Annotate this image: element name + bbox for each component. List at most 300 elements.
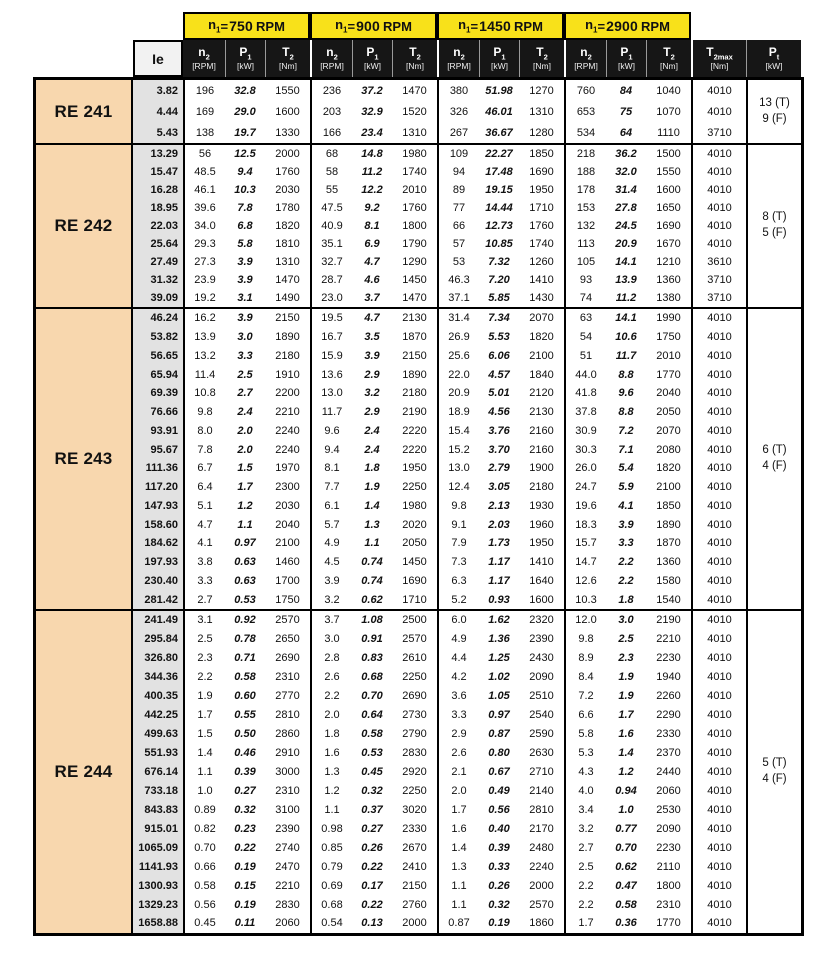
cell-t2: 2570 <box>402 633 427 646</box>
cell-t2: 2410 <box>402 860 427 873</box>
model-name: RE 242 <box>36 145 133 307</box>
cell-p1: 27.8 <box>615 202 637 214</box>
p1-column-header-symbol <box>493 46 505 61</box>
n1-subscript: 1 <box>343 25 348 35</box>
cell-t2: 1490 <box>275 292 300 304</box>
cell-ratio: 1329.23 <box>133 895 183 914</box>
cell-t2: 1850 <box>656 499 681 512</box>
cell-p1: 0.78 <box>234 633 256 646</box>
table-row <box>133 80 746 101</box>
t2-column-header-unit: [Nm] <box>660 60 678 71</box>
cell-t2: 2180 <box>275 349 300 362</box>
cell-p1: 0.74 <box>361 556 383 569</box>
n2-column-header-letter: n <box>453 45 461 60</box>
cell-ratio: 39.09 <box>133 289 183 307</box>
cell-ratio: 111.36 <box>133 459 183 478</box>
cell-n2: 37.1 <box>437 289 479 307</box>
model-group <box>36 80 801 143</box>
cell-t2max: 4010 <box>691 611 746 630</box>
cell-t2: 1910 <box>275 368 300 381</box>
cell-t2: 1640 <box>529 574 554 587</box>
cell-p1: 0.22 <box>234 841 256 854</box>
cell-n2: 196 <box>183 80 225 101</box>
cell-t2: 2320 <box>529 614 554 627</box>
cell-ratio: 95.67 <box>133 440 183 459</box>
cell-p1: 1.1 <box>364 537 380 550</box>
cell-ratio: 16.28 <box>133 181 183 199</box>
p1-column-header-letter: P <box>620 45 629 60</box>
cell-p1: 0.70 <box>615 841 637 854</box>
t2-column-header-subscript: 2 <box>543 52 548 62</box>
cell-p1: 0.70 <box>361 690 383 703</box>
cell-p1: 3.0 <box>237 331 253 344</box>
cell-t2: 1410 <box>529 556 554 569</box>
cell-t2: 1210 <box>656 256 681 268</box>
rpm-unit: RPM <box>641 18 670 34</box>
cell-t2: 1260 <box>529 256 554 268</box>
cell-n2: 19.5 <box>310 309 352 328</box>
cell-ratio: 281.42 <box>133 590 183 609</box>
cell-p1: 37.2 <box>361 84 383 97</box>
table-row <box>133 199 746 217</box>
cell-n2: 26.9 <box>437 328 479 347</box>
cell-p1: 0.56 <box>488 803 510 816</box>
cell-t2max: 4010 <box>691 763 746 782</box>
cell-p1: 1.5 <box>237 462 253 475</box>
cell-t2max: 4010 <box>691 403 746 422</box>
cell-t2: 2000 <box>402 917 427 930</box>
cell-p1: 4.1 <box>618 499 634 512</box>
cell-p1: 1.0 <box>618 803 634 816</box>
table-row <box>133 534 746 553</box>
t2-column-header-unit: [Nm] <box>533 60 551 71</box>
n2-column-header <box>564 40 606 77</box>
cell-t2: 2790 <box>402 728 427 741</box>
cell-ratio: 1658.88 <box>133 914 183 933</box>
cell-t2: 2240 <box>275 424 300 437</box>
cell-n2: 10.8 <box>183 384 225 403</box>
rows-wrap <box>133 309 746 609</box>
cell-n2: 34.0 <box>183 217 225 235</box>
cell-p1: 2.9 <box>364 406 380 419</box>
t2-column-header <box>265 40 310 77</box>
rpm-value: 2900 <box>606 18 639 34</box>
cell-n2: 13.0 <box>437 459 479 478</box>
table-row <box>133 744 746 763</box>
cell-t2: 1430 <box>529 292 554 304</box>
cell-n2: 3.4 <box>564 800 606 819</box>
cell-n2: 3.0 <box>310 630 352 649</box>
cell-p1: 0.63 <box>234 556 256 569</box>
cell-p1: 32.9 <box>361 105 383 118</box>
cell-p1: 3.3 <box>618 537 634 550</box>
cell-t2: 2250 <box>402 671 427 684</box>
cell-p1: 1.6 <box>618 728 634 741</box>
cell-n2: 1.3 <box>310 763 352 782</box>
cell-p1: 2.9 <box>364 368 380 381</box>
cell-n2: 1.9 <box>183 687 225 706</box>
cell-p1: 0.27 <box>361 822 383 835</box>
cell-t2: 2610 <box>402 652 427 665</box>
n1-subscript: 1 <box>593 25 598 35</box>
n1-symbol <box>585 17 597 35</box>
n2-column-header-subscript: 2 <box>333 52 338 62</box>
cell-p1: 3.05 <box>488 481 510 494</box>
cell-p1: 10.3 <box>234 184 256 196</box>
cell-n2: 1.7 <box>183 706 225 725</box>
p1-column-header-subscript: 1 <box>374 52 379 62</box>
thermal-power-line: 8 (T) <box>762 211 787 224</box>
cell-t2: 2710 <box>529 765 554 778</box>
cell-p1: 0.74 <box>361 574 383 587</box>
cell-t2: 2300 <box>275 481 300 494</box>
cell-p1: 0.53 <box>361 747 383 760</box>
cell-p1: 31.4 <box>615 184 637 196</box>
cell-p1: 0.80 <box>488 747 510 760</box>
cell-t2max: 4010 <box>691 309 746 328</box>
n2-column-header-subscript: 2 <box>460 52 465 62</box>
cell-t2: 1980 <box>402 499 427 512</box>
table-row <box>133 895 746 914</box>
t2max-column-header-unit: [Nm] <box>710 60 729 71</box>
cell-n2: 5.3 <box>564 744 606 763</box>
cell-n2: 4.3 <box>564 763 606 782</box>
cell-ratio: 25.64 <box>133 235 183 253</box>
cell-p1: 5.85 <box>488 292 510 304</box>
cell-t2: 1710 <box>529 202 554 214</box>
table-row <box>133 309 746 328</box>
cell-p1: 7.34 <box>488 312 510 325</box>
cell-p1: 3.9 <box>364 349 380 362</box>
cell-p1: 3.5 <box>364 331 380 344</box>
cell-t2: 2030 <box>275 499 300 512</box>
cell-t2: 1650 <box>656 202 681 214</box>
cell-t2: 2290 <box>656 709 681 722</box>
cell-t2: 2760 <box>402 898 427 911</box>
cell-n2: 132 <box>564 217 606 235</box>
cell-n2: 48.5 <box>183 163 225 181</box>
cell-p1: 32.8 <box>234 84 256 97</box>
cell-n2: 44.0 <box>564 365 606 384</box>
cell-p1: 0.63 <box>234 574 256 587</box>
cell-n2: 0.69 <box>310 876 352 895</box>
cell-n2: 27.3 <box>183 253 225 271</box>
cell-n2: 13.0 <box>310 384 352 403</box>
thermal-power-cell <box>746 80 801 143</box>
cell-n2: 9.8 <box>437 497 479 516</box>
table-row <box>133 572 746 591</box>
cell-t2: 1960 <box>529 518 554 531</box>
cell-n2: 169 <box>183 101 225 122</box>
cell-t2: 2250 <box>402 784 427 797</box>
cell-n2: 2.1 <box>437 763 479 782</box>
cell-p1: 0.26 <box>488 879 510 892</box>
cell-n2: 1.8 <box>310 725 352 744</box>
cell-t2: 2050 <box>402 537 427 550</box>
cell-n2: 9.6 <box>310 422 352 441</box>
cell-n2: 15.4 <box>437 422 479 441</box>
cell-p1: 36.2 <box>615 148 637 160</box>
cell-t2: 2230 <box>656 841 681 854</box>
cell-n2: 2.7 <box>183 590 225 609</box>
cell-p1: 3.7 <box>364 292 380 304</box>
cell-t2max: 4010 <box>691 857 746 876</box>
cell-n2: 4.1 <box>183 534 225 553</box>
cell-p1: 1.4 <box>618 747 634 760</box>
table-row <box>133 422 746 441</box>
n2-column-header-unit: [RPM] <box>447 60 471 71</box>
cell-t2max: 4010 <box>691 706 746 725</box>
cell-n2: 74 <box>564 289 606 307</box>
cell-t2: 2390 <box>275 822 300 835</box>
cell-n2: 138 <box>183 122 225 143</box>
cell-p1: 0.97 <box>234 537 256 550</box>
cell-t2: 1990 <box>656 312 681 325</box>
cell-t2: 2100 <box>529 349 554 362</box>
cell-n2: 13.6 <box>310 365 352 384</box>
cell-t2: 1690 <box>529 166 554 178</box>
cell-p1: 0.45 <box>361 765 383 778</box>
cell-ratio: 31.32 <box>133 271 183 289</box>
cell-p1: 0.32 <box>234 803 256 816</box>
cell-t2: 2250 <box>402 481 427 494</box>
equals-sign: = <box>220 18 229 34</box>
cell-p1: 84 <box>619 84 633 97</box>
cell-n2: 2.7 <box>564 838 606 857</box>
cell-n2: 0.66 <box>183 857 225 876</box>
cell-n2: 1.6 <box>310 744 352 763</box>
cell-p1: 0.60 <box>234 690 256 703</box>
cell-t2max: 4010 <box>691 515 746 534</box>
pt-column-header-subscript: t <box>776 52 780 62</box>
cell-n2: 2.3 <box>183 649 225 668</box>
cell-p1: 0.36 <box>615 917 637 930</box>
cell-n2: 218 <box>564 145 606 163</box>
cell-n2: 63 <box>564 309 606 328</box>
cell-p1: 1.7 <box>237 481 253 494</box>
cell-p1: 1.02 <box>488 671 510 684</box>
cell-t2: 1070 <box>656 105 681 118</box>
pt-column-header-unit: [kW] <box>765 60 783 71</box>
cell-t2: 1600 <box>275 105 300 118</box>
cell-n2: 0.45 <box>183 914 225 933</box>
cell-p1: 4.57 <box>488 368 510 381</box>
cell-p1: 0.68 <box>361 671 383 684</box>
cell-t2: 2730 <box>402 709 427 722</box>
cell-n2: 57 <box>437 235 479 253</box>
cell-n2: 1.1 <box>310 800 352 819</box>
cell-n2: 1.1 <box>183 763 225 782</box>
cell-t2: 1540 <box>656 593 681 606</box>
cell-n2: 0.85 <box>310 838 352 857</box>
t2-column-header-letter: T <box>663 45 671 60</box>
cell-n2: 11.4 <box>183 365 225 384</box>
cell-n2: 16.7 <box>310 328 352 347</box>
n1-subscript: 1 <box>216 25 221 35</box>
cell-p1: 20.9 <box>615 238 637 250</box>
cell-t2: 2530 <box>656 803 681 816</box>
cell-p1: 14.1 <box>615 312 637 325</box>
p1-column-header-unit: [kW] <box>618 60 635 71</box>
cell-t2: 1750 <box>275 593 300 606</box>
cell-p1: 75 <box>619 105 633 118</box>
rows-wrap <box>133 80 746 143</box>
cell-p1: 6.8 <box>237 220 253 232</box>
pt-column-header-letter: P <box>768 45 777 60</box>
cell-p1: 2.4 <box>364 424 380 437</box>
cell-t2max: 4010 <box>691 145 746 163</box>
cell-p1: 46.01 <box>485 105 513 118</box>
table-row <box>133 781 746 800</box>
cell-t2: 1760 <box>402 202 427 214</box>
cell-p1: 0.64 <box>361 709 383 722</box>
cell-n2: 26.0 <box>564 459 606 478</box>
cell-p1: 8.8 <box>618 368 634 381</box>
rpm-value: 900 <box>356 18 381 34</box>
t2-column-header-symbol <box>282 46 294 61</box>
t2-column-header-letter: T <box>536 45 544 60</box>
cell-n2: 20.9 <box>437 384 479 403</box>
cell-n2: 7.2 <box>564 687 606 706</box>
cell-t2: 2440 <box>656 765 681 778</box>
cell-n2: 40.9 <box>310 217 352 235</box>
cell-t2: 1700 <box>275 574 300 587</box>
cell-t2: 2010 <box>402 184 427 196</box>
cell-p1: 3.76 <box>488 424 510 437</box>
cell-n2: 0.87 <box>437 914 479 933</box>
cell-n2: 1.1 <box>437 876 479 895</box>
cell-ratio: 4.44 <box>133 101 183 122</box>
cell-t2: 3000 <box>275 765 300 778</box>
cell-t2max: 4010 <box>691 384 746 403</box>
table-row <box>133 611 746 630</box>
cell-p1: 5.53 <box>488 331 510 344</box>
cell-p1: 9.4 <box>237 166 253 178</box>
cell-t2: 2010 <box>656 349 681 362</box>
n2-column-header-unit: [RPM] <box>574 60 598 71</box>
p1-column-header-unit: [kW] <box>364 60 381 71</box>
cell-t2: 1470 <box>402 84 427 97</box>
table-row <box>133 706 746 725</box>
cell-t2: 2210 <box>275 879 300 892</box>
n2-column-header <box>183 40 225 77</box>
cell-n2: 4.0 <box>564 781 606 800</box>
cell-p1: 14.8 <box>361 148 383 160</box>
table-row <box>133 217 746 235</box>
cell-n2: 1.5 <box>183 725 225 744</box>
cell-n2: 534 <box>564 122 606 143</box>
table-row <box>133 163 746 181</box>
cell-p1: 0.40 <box>488 822 510 835</box>
t2-column-header <box>519 40 564 77</box>
cell-t2: 1840 <box>529 368 554 381</box>
n1-symbol <box>335 17 347 35</box>
cell-t2max: 4010 <box>691 553 746 572</box>
table-row <box>133 857 746 876</box>
cell-t2: 1690 <box>402 574 427 587</box>
cell-t2: 2670 <box>402 841 427 854</box>
cell-t2: 1930 <box>529 499 554 512</box>
table-row <box>133 478 746 497</box>
n2-column-header-symbol <box>198 46 210 61</box>
cell-p1: 19.7 <box>234 126 256 139</box>
cell-t2: 2830 <box>402 747 427 760</box>
t2-column-header-symbol <box>536 46 548 61</box>
cell-ratio: 184.62 <box>133 534 183 553</box>
cell-n2: 39.6 <box>183 199 225 217</box>
cell-p1: 12.73 <box>485 220 513 232</box>
cell-t2: 2810 <box>529 803 554 816</box>
p1-column-header <box>606 40 646 77</box>
cell-n2: 5.2 <box>437 590 479 609</box>
cell-t2: 1760 <box>529 220 554 232</box>
cell-p1: 3.2 <box>364 387 380 400</box>
cell-n2: 4.9 <box>437 630 479 649</box>
n2-column-header-unit: [RPM] <box>192 60 216 71</box>
cell-t2: 1850 <box>529 148 554 160</box>
table-row <box>133 101 746 122</box>
cell-t2: 2470 <box>275 860 300 873</box>
table-row <box>133 763 746 782</box>
cell-t2: 1750 <box>656 331 681 344</box>
table-row <box>133 914 746 933</box>
cell-n2: 1.4 <box>437 838 479 857</box>
cell-t2: 1550 <box>656 166 681 178</box>
t2-column-header-symbol <box>663 46 675 61</box>
cell-t2: 1360 <box>656 556 681 569</box>
n1-subscript: 1 <box>466 25 471 35</box>
table-row <box>133 668 746 687</box>
cell-n2: 2.2 <box>564 876 606 895</box>
cell-t2: 2630 <box>529 747 554 760</box>
cell-t2: 2740 <box>275 841 300 854</box>
cell-p1: 0.27 <box>234 784 256 797</box>
cell-ratio: 676.14 <box>133 763 183 782</box>
cell-n2: 89 <box>437 181 479 199</box>
cell-t2: 2150 <box>402 879 427 892</box>
cell-ratio: 27.49 <box>133 253 183 271</box>
cell-t2: 2060 <box>275 917 300 930</box>
cell-t2: 2060 <box>656 784 681 797</box>
rpm-header-cell <box>564 12 691 40</box>
cell-t2max: 4010 <box>691 497 746 516</box>
cell-t2: 1770 <box>656 368 681 381</box>
t2-column-header-subscript: 2 <box>416 52 421 62</box>
table-row <box>133 347 746 366</box>
cell-t2: 1600 <box>656 184 681 196</box>
cell-p1: 0.71 <box>234 652 256 665</box>
cell-p1: 1.9 <box>364 481 380 494</box>
cell-p1: 0.19 <box>234 860 256 873</box>
table-row <box>133 687 746 706</box>
table-row <box>133 819 746 838</box>
cell-p1: 0.91 <box>361 633 383 646</box>
cell-p1: 0.50 <box>234 728 256 741</box>
cell-p1: 5.8 <box>237 238 253 250</box>
cell-t2: 1820 <box>275 220 300 232</box>
cell-p1: 6.06 <box>488 349 510 362</box>
cell-n2: 7.9 <box>437 534 479 553</box>
cell-n2: 12.4 <box>437 478 479 497</box>
cell-p1: 24.5 <box>615 220 637 232</box>
table-row <box>133 459 746 478</box>
cell-n2: 55 <box>310 181 352 199</box>
model-name: RE 243 <box>36 309 133 609</box>
cell-t2: 1950 <box>529 537 554 550</box>
cell-ratio: 15.47 <box>133 163 183 181</box>
cell-t2: 2140 <box>529 784 554 797</box>
cell-t2: 1450 <box>402 556 427 569</box>
